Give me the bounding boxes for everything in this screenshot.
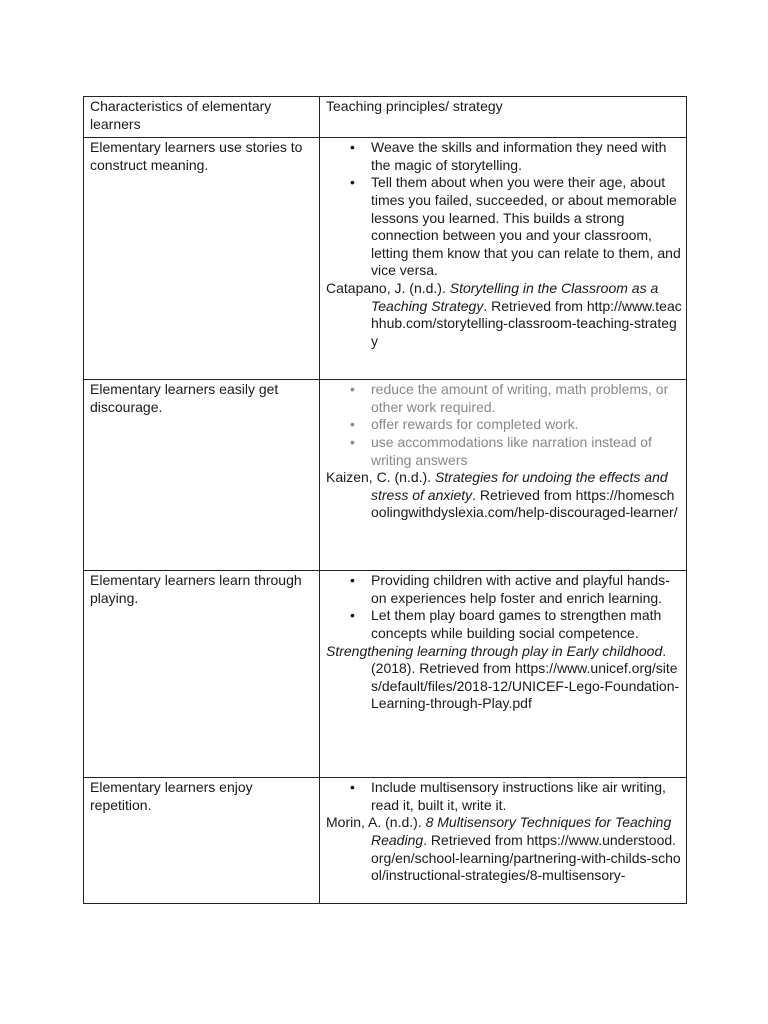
bullet-icon: • bbox=[350, 433, 355, 450]
table-row bbox=[84, 778, 687, 904]
list-item bbox=[326, 434, 682, 469]
header-cell-strategy: Teaching principles/ strategy bbox=[320, 97, 687, 138]
reference-citation bbox=[326, 814, 682, 884]
list-item bbox=[326, 381, 682, 416]
list-item bbox=[326, 572, 682, 607]
table-row bbox=[84, 380, 687, 571]
characteristic-cell: Elementary learners learn through playing. bbox=[84, 571, 320, 778]
strategy-list bbox=[326, 779, 682, 814]
characteristic-cell: Elementary learners easily get discourage. bbox=[84, 380, 320, 571]
list-item-text: Weave the skills and information they need with the magic of storytelling. bbox=[371, 139, 667, 173]
characteristic-cell: Elementary learners use stories to construct meaning. bbox=[84, 138, 320, 380]
reference-title: Strengthening learning through play in Early childhood bbox=[326, 642, 663, 659]
reference-citation bbox=[326, 469, 682, 522]
bullet-icon: • bbox=[350, 416, 355, 433]
strategy-cell bbox=[320, 571, 687, 778]
table-row bbox=[84, 138, 687, 380]
characteristic-cell: Elementary learners enjoy repetition. bbox=[84, 778, 320, 904]
reference-author: Morin, A. (n.d.). bbox=[326, 814, 426, 831]
list-item-text: Providing children with active and playful hands-on experiences help foster and enrich learning. bbox=[371, 572, 670, 606]
list-item-text: offer rewards for completed work. bbox=[371, 416, 579, 433]
strategy-list bbox=[326, 381, 682, 469]
bullet-icon: • bbox=[350, 779, 355, 796]
strategy-cell bbox=[320, 778, 687, 904]
bullet-icon: • bbox=[350, 381, 355, 398]
list-item-text: use accommodations like narration instead of writing answers bbox=[371, 433, 652, 468]
strategy-list bbox=[326, 572, 682, 642]
reference-title: 8 Multisensory Techniques for Teaching Reading bbox=[371, 814, 672, 848]
list-item-text: reduce the amount of writing, math problems, or other work required. bbox=[371, 381, 669, 415]
list-item bbox=[326, 174, 682, 280]
reference-source: . Retrieved from https://www.understood.org/en/school-learning/partnering-with-childs-school/instructional-strategies/8-multisensory- bbox=[371, 831, 681, 884]
strategy-list bbox=[326, 139, 682, 280]
reference-citation bbox=[326, 280, 682, 350]
bullet-icon: • bbox=[350, 174, 355, 191]
list-item bbox=[326, 607, 682, 642]
header-cell-characteristics: Characteristics of elementary learners bbox=[84, 97, 320, 138]
table-row bbox=[84, 571, 687, 778]
reference-citation bbox=[326, 643, 682, 713]
reference-source: . (2018). Retrieved from https://www.unicef.org/sites/default/files/2018-12/UNICEF-Lego-Foundation-Learning-through-Play.pdf bbox=[371, 642, 680, 712]
reference-title: Storytelling in the Classroom as a Teaching Strategy bbox=[371, 279, 659, 314]
list-item-text: Include multisensory instructions like air writing, read it, built it, write it. bbox=[371, 779, 666, 813]
bullet-icon: • bbox=[350, 607, 355, 624]
bullet-icon: • bbox=[350, 139, 355, 156]
strategy-cell bbox=[320, 380, 687, 571]
list-item bbox=[326, 416, 682, 434]
reference-title: Strategies for undoing the effects and stress of anxiety bbox=[371, 469, 668, 503]
list-item bbox=[326, 139, 682, 174]
reference-author: Catapano, J. (n.d.). bbox=[326, 279, 450, 296]
bullet-icon: • bbox=[350, 572, 355, 589]
list-item-text: Tell them about when you were their age, about times you failed, succeeded, or about memorable lessons you learned. This builds a strong connection between you and your classroom, letting them know that you can relate to them, and vice versa. bbox=[371, 174, 681, 279]
list-item bbox=[326, 779, 682, 814]
reference-source: . Retrieved from https://homeschoolingwithdyslexia.com/help-discouraged-learner/ bbox=[371, 486, 678, 521]
reference-author: Kaizen, C. (n.d.). bbox=[326, 469, 435, 486]
table-header-row bbox=[84, 97, 687, 138]
list-item-text: Let them play board games to strengthen math concepts while building social competence. bbox=[371, 607, 662, 641]
reference-source: . Retrieved from http://www.teachhub.com/storytelling-classroom-teaching-strategy bbox=[371, 297, 682, 349]
learner-strategy-table bbox=[83, 96, 687, 904]
strategy-cell bbox=[320, 138, 687, 380]
